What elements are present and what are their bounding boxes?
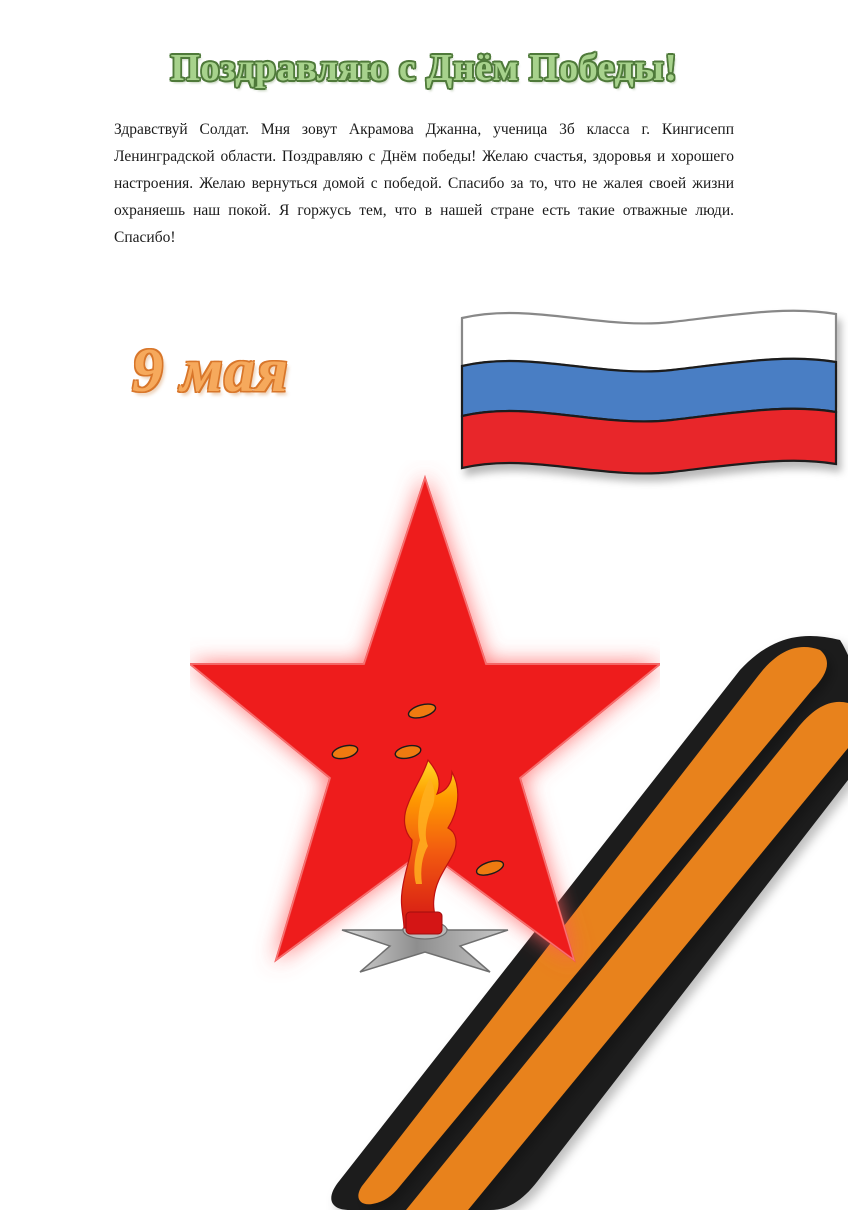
letter-body-text: Здравствуй Солдат. Мня зовут Акрамова Джанна, ученица 3б класса г. Кингисепп Ленинградской области. Поздравляю с Днём победы! Желаю счастья, здоровья и хорошего настроения. Желаю вернуться домой с победой. Спасибо за то, что не жалея своей жизни охраняешь наш покой. Я горжусь тем, что в нашей стране есть такие отважные люди. Спасибо!: [114, 121, 734, 246]
date-graphic-label: 9 мая: [132, 337, 289, 405]
page-title: Поздравляю с Днём Победы!: [170, 47, 678, 89]
red-star-graphic: [190, 460, 660, 995]
